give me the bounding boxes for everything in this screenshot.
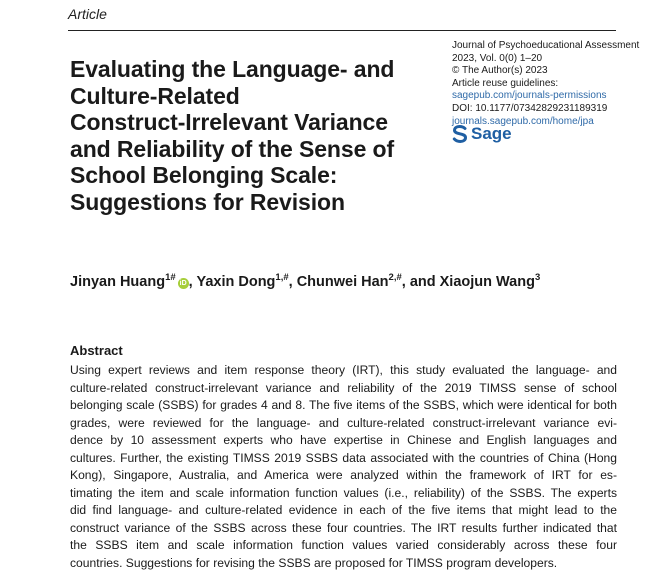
title-line: Suggestions for Revision — [70, 188, 345, 215]
article-title — [70, 56, 440, 215]
publisher-name: Sage — [471, 124, 512, 143]
abstract-line: Kong), Singapore, Australia, and America were analyzed within the framework of IRT for es- — [70, 468, 617, 482]
article-type-label: Article — [68, 6, 107, 22]
abstract-line: construct variance of the SSBS across these four countries. The IRT results further indicated that — [70, 520, 617, 535]
author-list — [70, 272, 540, 290]
title-line: School Belonging Scale: — [70, 162, 338, 188]
author-separator: , and — [401, 274, 440, 290]
publisher-logo — [452, 124, 512, 144]
reuse-guidelines-label: Article reuse guidelines: — [452, 77, 559, 89]
abstract-line: cultures. Further, the existing TIMSS 2019 SSBS data associated with the countries of China (Hong — [70, 450, 617, 465]
author-name: Yaxin Dong — [196, 274, 276, 290]
title-line: Construct-Irrelevant Variance — [70, 109, 388, 135]
title-line: Culture-Related — [70, 82, 240, 109]
title-line: Evaluating the Language- and — [70, 56, 395, 82]
abstract-line: culture-related construct-irrelevant variance and reliability of the 2019 TIMSS sense of school — [70, 380, 617, 395]
copyright-notice: © The Author(s) 2023 — [452, 65, 548, 77]
author-affiliation-marker: 1,# — [275, 272, 289, 283]
abstract-line: dence by 10 assessment experts who have expertise in Chinese and English languages and — [70, 433, 617, 447]
journal-name: Journal of Psychoeducational Assessment — [452, 40, 640, 51]
author-separator: , — [188, 274, 197, 290]
abstract-line: the SSBS item and scale information function values varied considerably across these four — [70, 538, 617, 552]
author-affiliation-marker: 2,# — [388, 272, 402, 283]
author-separator: , — [288, 274, 297, 290]
doi[interactable]: DOI: 10.1177/07342829231189319 — [452, 102, 608, 114]
journal-home-link[interactable]: journals.sagepub.com/home/jpa — [452, 115, 594, 127]
abstract-line: belonging scale (SSBS) for grades 4 and 8. The five items of the SSBS, which were identical for both — [70, 398, 617, 412]
author-name: Jinyan Huang — [70, 274, 166, 290]
abstract-line: grades, were reviewed for the language- and culture-related construct-irrelevant variance evi- — [70, 415, 617, 430]
journal-meta — [452, 40, 652, 128]
author-affiliation-marker: 1# — [165, 272, 176, 283]
abstract-line: did find language- and culture-related evidence in each of the five items that might lead to the — [70, 503, 617, 517]
title-line: and Reliability of the Sense of — [70, 135, 395, 162]
abstract-body — [70, 362, 617, 572]
abstract-line: timating the item and scale information function values (i.e., reliability) of the SSBS. The experts — [70, 485, 617, 500]
author-affiliation-marker: 3 — [534, 272, 541, 283]
abstract-line: countries. Suggestions for revising the SSBS are proposed for TIMSS program developers. — [70, 555, 558, 570]
header-rule — [68, 30, 616, 31]
permissions-link[interactable]: sagepub.com/journals-permissions — [452, 90, 607, 102]
abstract-heading: Abstract — [70, 343, 123, 358]
author-name: Xiaojun Wang — [439, 274, 535, 290]
sage-s-icon — [452, 125, 468, 143]
orcid-icon[interactable]: iD — [179, 280, 187, 287]
journal-volume: 2023, Vol. 0(0) 1–20 — [452, 52, 543, 64]
author-name: Chunwei Han — [296, 274, 389, 290]
abstract-line: Using expert reviews and item response theory (IRT), this study evaluated the language- and — [70, 363, 617, 377]
